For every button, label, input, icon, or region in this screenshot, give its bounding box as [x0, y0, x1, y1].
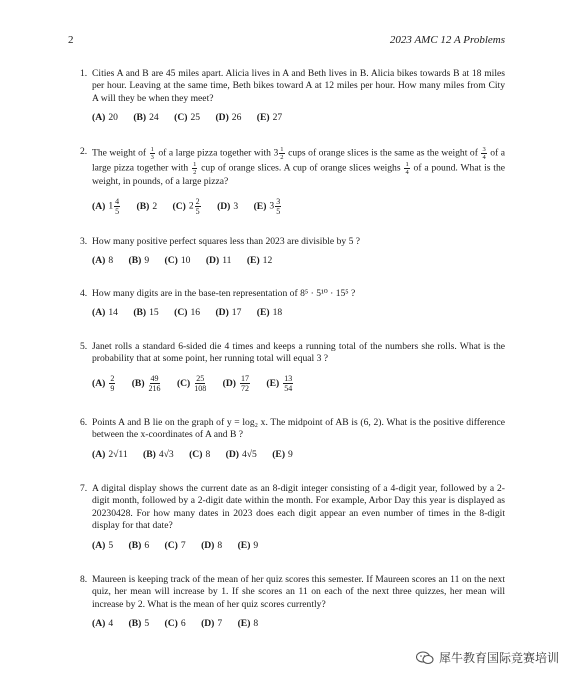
answer-choices: [92, 255, 505, 268]
problem-number: 2.: [80, 146, 88, 157]
fraction: $\frac{1}{2}$: [280, 146, 284, 161]
choice-b: (B) 6: [128, 539, 150, 551]
answer-choices: [92, 374, 505, 393]
answer-choices: [92, 112, 505, 125]
problem-number: 1.: [80, 68, 88, 79]
problem-text: Cities A and B are 45 miles apart. Alicia lives in A and Beth lives in B. Alicia bikes towards B at 18 miles per hour. Leaving at the same time, Beth bikes toward A at 12 miles per hour. How many miles from City A will they be when they meet?: [92, 68, 505, 104]
choice-c: (C) 10: [164, 255, 191, 267]
choice-d: (D) $\frac{17}{72}$: [222, 373, 249, 393]
choice-c: (C) 7: [164, 539, 186, 551]
problem-1: [80, 68, 505, 125]
choice-b: (B) 15: [133, 307, 159, 319]
choice-e: (E) 18: [256, 307, 283, 319]
choice-c: (C) 6: [164, 618, 186, 630]
problem-text: How many positive perfect squares less than 2023 are divisible by 5 ?: [92, 236, 361, 247]
problem-6: [80, 417, 505, 462]
choice-d: (D) 4√5: [225, 448, 257, 460]
problem-number: 7.: [80, 483, 88, 494]
problem-text: Points A and B lie on the graph of y = log₂ x. The midpoint of AB is (6, 2). What is the positive difference between the x-coordinates of A and B ?: [92, 417, 505, 441]
choice-d: (D) 3: [217, 200, 239, 212]
choice-e: (E) 9: [272, 448, 293, 460]
problem-text: The weight of $\frac{1}{3}$ of a large pizza together with 3 $\frac{1}{2}$ cups of orange slices is the same as the weight of $\frac{3}{4}$ of a large pizza together with $\frac{1}{2}$ cup of orange slices. A cup of orange slices weighs $\frac{1}{4}$ of a pound. What is the weight, in pounds, of a large pizza?: [92, 146, 506, 187]
problem-number: 6.: [80, 417, 88, 428]
problem-2: [80, 146, 505, 216]
fraction: $\frac{3}{4}$: [482, 146, 486, 161]
document-title: 2023 AMC 12 A Problems: [389, 34, 505, 46]
problem-7: [80, 483, 505, 552]
watermark: [416, 649, 559, 666]
problem-number: 3.: [80, 236, 88, 247]
choice-a: (A) 5: [92, 539, 114, 551]
problem-number: 4.: [80, 288, 88, 299]
page-number: 2: [68, 34, 74, 46]
problem-5: [80, 341, 505, 393]
problem-text: Janet rolls a standard 6-sided die 4 times and keeps a running total of the numbers she rolls. What is the probability that at some point, her running total will equal 3 ?: [92, 341, 505, 365]
problem-4: [80, 288, 505, 320]
choice-e: (E) 3 $\frac{3}{5}$: [253, 197, 281, 217]
problem-number: 5.: [80, 341, 88, 352]
choice-c: (C) 25: [174, 112, 201, 124]
choice-e: (E) $\frac{13}{54}$: [266, 373, 293, 393]
problem-number: 8.: [80, 574, 88, 585]
choice-a: (A) 1 $\frac{4}{5}$: [92, 197, 120, 217]
choice-c: (C) $\frac{25}{108}$: [176, 373, 207, 393]
choice-d: (D) 11: [205, 255, 232, 267]
problem-text: A digital display shows the current date as an 8-digit integer consisting of a 4-digit year, followed by a 2-digit month, followed by a 2-digit date within the month. For example, Arbor Day this year is displayed as 20230428. For how many dates in 2023 does each digit appear an even number of times in the 8-digit display for that date?: [92, 483, 505, 532]
answer-choices: [92, 540, 505, 553]
choice-e: (E) 8: [237, 618, 259, 630]
choice-c: (C) 2 $\frac{2}{5}$: [172, 197, 200, 217]
choice-a: (A) 8: [92, 255, 114, 267]
choice-d: (D) 7: [201, 618, 223, 630]
choice-a: (A) 14: [92, 307, 118, 319]
fraction: $\frac{1}{3}$: [150, 146, 154, 161]
choice-d: (D) 26: [215, 112, 242, 124]
choice-b: (B) 4√3: [143, 448, 174, 460]
choice-d: (D) 8: [201, 539, 223, 551]
choice-b: (B) 5: [128, 618, 150, 630]
choice-c: (C) 16: [174, 307, 201, 319]
choice-a: (A) $\frac{2}{9}$: [92, 373, 115, 393]
answer-choices: [92, 307, 505, 320]
choice-a: (A) 4: [92, 618, 114, 630]
choice-e: (E) 27: [256, 112, 283, 124]
choice-e: (E) 12: [246, 255, 273, 267]
answer-choices: [92, 618, 505, 631]
choice-e: (E) 9: [237, 539, 259, 551]
wechat-icon: [416, 651, 434, 665]
fraction: $\frac{1}{4}$: [405, 161, 409, 176]
problem-text: How many digits are in the base-ten representation of 8⁵ · 5¹⁰ · 15⁵ ?: [92, 288, 356, 299]
choice-c: (C) 8: [189, 448, 211, 460]
choice-b: (B) 2: [136, 200, 158, 212]
problem-3: [80, 236, 505, 268]
choice-b: (B) 9: [128, 255, 150, 267]
watermark-text: 犀牛教育国际竞赛培训: [438, 651, 559, 665]
fraction: $\frac{1}{2}$: [193, 161, 197, 176]
choice-a: (A) 2√11: [92, 448, 128, 460]
choice-a: (A) 20: [92, 112, 118, 124]
choice-b: (B) 24: [133, 112, 159, 124]
answer-choices: [92, 449, 505, 462]
problem-text: Maureen is keeping track of the mean of her quiz scores this semester. If Maureen scores an 11 on the next quiz, her mean will increase by 1. If she scores an 11 on each of the next three quizzes, her mean will increase by 2. What is the mean of her quiz scores currently?: [92, 574, 505, 610]
choice-b: (B) $\frac{49}{216}$: [131, 373, 161, 393]
problem-8: [80, 574, 505, 631]
answer-choices: [92, 197, 505, 216]
choice-d: (D) 17: [215, 307, 242, 319]
